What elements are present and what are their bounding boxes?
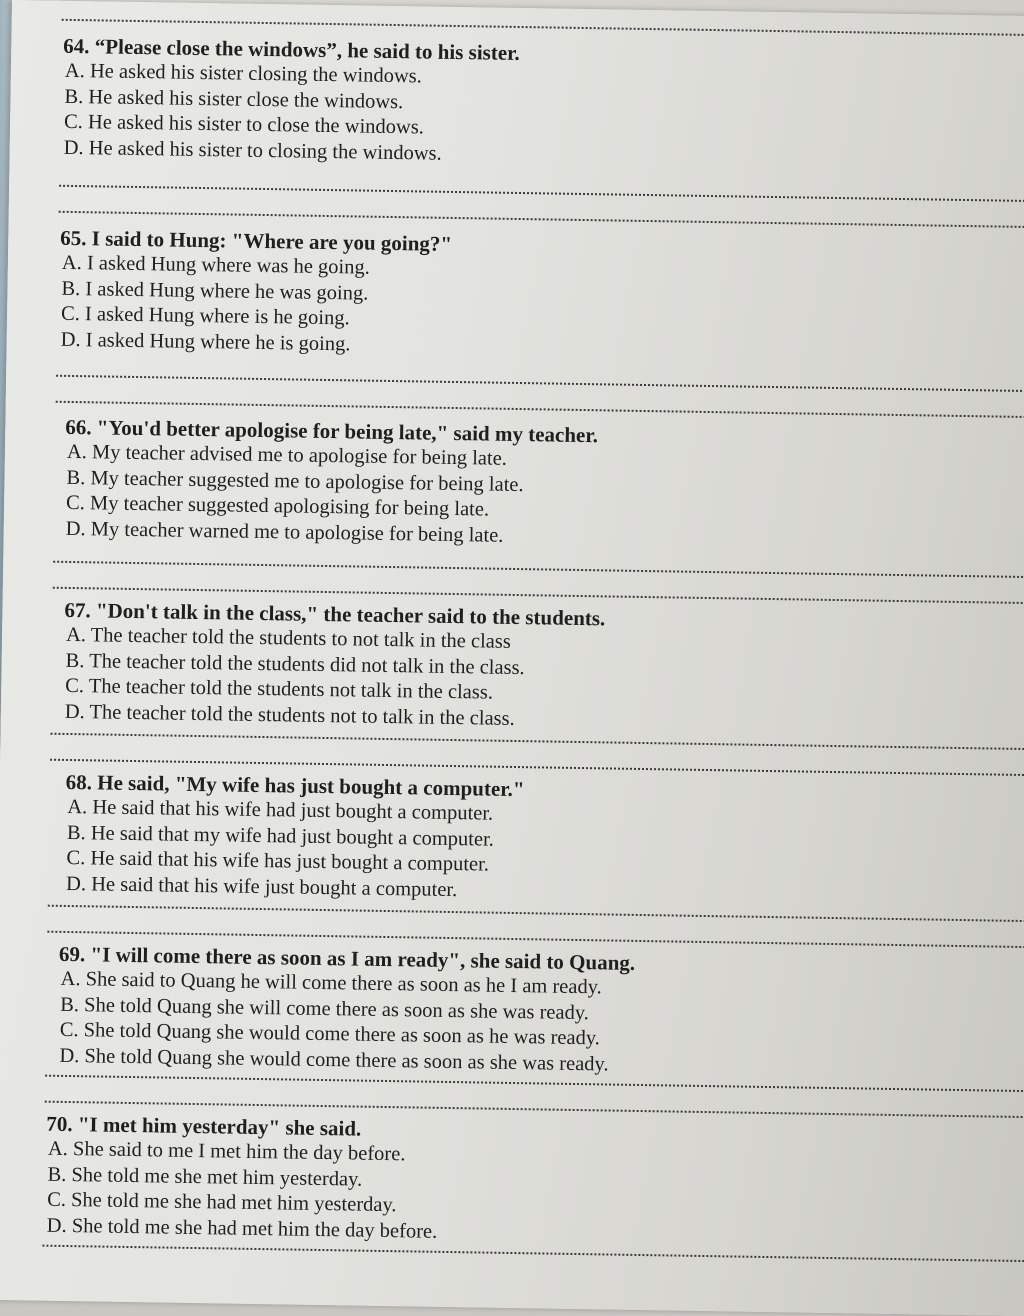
- question-stem: 69. "I will come there as soon as I am ready", she said to Quang.: [58, 941, 636, 975]
- answer-line: [59, 211, 1024, 229]
- option-a: A. She said to me I met him the day before.: [47, 1137, 406, 1166]
- question-69: [57, 941, 759, 1080]
- option-b: B. He said that my wife had just bought a computer.: [66, 821, 495, 851]
- question-67: [63, 597, 765, 736]
- question-70: [45, 1111, 747, 1250]
- question-stem: 66. "You'd better apologise for being late," said my teacher.: [65, 414, 599, 448]
- option-c: C. The teacher told the students not talk in the class.: [65, 674, 494, 704]
- option-c: C. She told me she had met him yesterday.: [46, 1188, 397, 1217]
- option-b: B. I asked Hung where he was going.: [61, 277, 369, 305]
- option-d: D. He asked his sister to closing the windows.: [63, 136, 442, 165]
- question-66: [63, 414, 765, 553]
- answer-line: [62, 19, 1024, 37]
- option-c: C. My teacher suggested apologising for being late.: [65, 491, 490, 521]
- question-stem: 70. "I met him yesterday" she said.: [46, 1111, 362, 1141]
- option-d: D. My teacher warned me to apologise for being late.: [65, 517, 504, 547]
- answer-line: [50, 733, 1024, 751]
- option-b: B. He asked his sister close the windows.: [64, 85, 404, 113]
- option-d: D. She told Quang she would come there as soon as she was ready.: [59, 1044, 609, 1076]
- option-a: A. He asked his sister closing the windows.: [64, 59, 423, 88]
- option-a: A. My teacher advised me to apologise for being late.: [66, 440, 508, 470]
- answer-line: [48, 905, 1024, 923]
- question-stem: 67. "Don't talk in the class," the teacher said to the students.: [64, 597, 606, 631]
- option-a: A. The teacher told the students to not talk in the class: [65, 623, 511, 653]
- answer-line: [53, 561, 1024, 579]
- answer-line: [42, 1245, 1024, 1263]
- question-stem: 68. He said, "My wife has just bought a computer.": [65, 769, 525, 802]
- option-a: A. She said to Quang he will come there as soon as he I am ready.: [60, 967, 602, 999]
- answer-line: [59, 185, 1024, 203]
- option-a: A. I asked Hung where was he going.: [61, 251, 371, 279]
- option-d: D. The teacher told the students not to talk in the class.: [64, 700, 515, 730]
- option-b: B. She told Quang she will come there as soon as she was ready.: [60, 993, 590, 1024]
- question-stem: 64. “Please close the windows”, he said to his sister.: [63, 33, 520, 65]
- option-b: B. My teacher suggested me to apologise for being late.: [66, 466, 524, 496]
- option-c: C. She told Quang she would come there as soon as he was ready.: [59, 1018, 601, 1050]
- option-d: D. He said that his wife just bought a computer.: [65, 872, 458, 901]
- question-68: [64, 769, 766, 908]
- option-c: C. I asked Hung where is he going.: [60, 302, 350, 330]
- option-b: B. She told me she met him yesterday.: [47, 1163, 363, 1191]
- question-stem: 65. I said to Hung: "Where are you going?": [60, 225, 453, 256]
- option-b: B. The teacher told the students did not talk in the class.: [65, 649, 525, 679]
- option-d: D. She told me she had met him the day before.: [46, 1214, 438, 1243]
- question-65: [58, 225, 760, 364]
- option-d: D. I asked Hung where he is going.: [60, 328, 351, 355]
- option-c: C. He said that his wife has just bought a computer.: [66, 846, 490, 876]
- answer-line: [56, 375, 1024, 393]
- answer-line: [45, 1075, 1024, 1093]
- question-64: [61, 33, 763, 172]
- option-a: A. He said that his wife had just bought a computer.: [67, 795, 494, 825]
- option-c: C. He asked his sister to close the windows.: [63, 110, 425, 139]
